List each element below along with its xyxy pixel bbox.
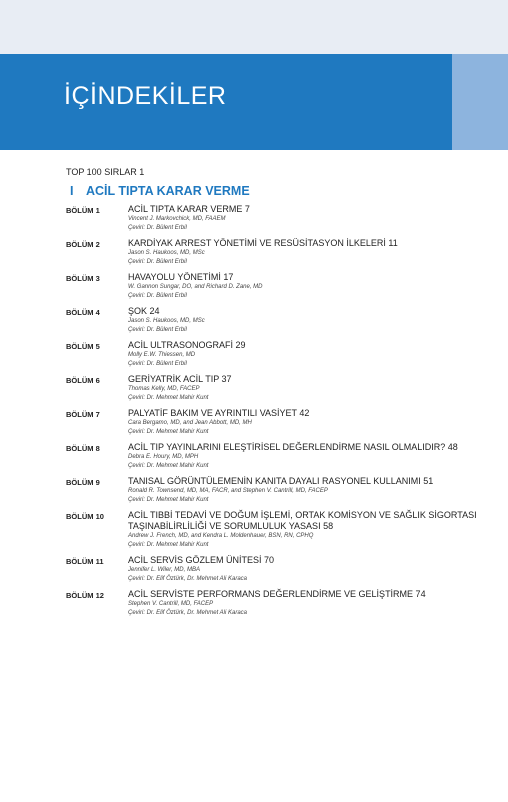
- chapter-label: BÖLÜM 1: [66, 206, 100, 215]
- chapter-translator: Çeviri: Dr. Mehmet Mahir Kunt: [128, 463, 209, 469]
- part-number: I: [70, 184, 74, 198]
- chapter-title: ACİL TIP YAYINLARINI ELEŞTİRİSEL DEĞERLENDİRME NASIL OLMALIDIR? 48: [128, 442, 458, 452]
- chapter-translator: Çeviri: Dr. Elif Öztürk, Dr. Mehmet Ali Karaca: [128, 576, 248, 582]
- chapter-authors: Stephen V. Cantrill, MD, FACEP: [128, 601, 214, 607]
- chapter-title: ACİL TIPTA KARAR VERME 7: [128, 204, 250, 214]
- chapter-title: PALYATİF BAKIM VE AYRINTILI VASİYET 42: [128, 408, 310, 418]
- chapter-translator: Çeviri: Dr. Mehmet Mahir Kunt: [128, 497, 209, 503]
- part-title: ACİL TIPTA KARAR VERME: [86, 184, 250, 198]
- chapter-authors: Vincent J. Markovchick, MD, FAAEM: [128, 216, 226, 222]
- chapter-body: [128, 476, 496, 505]
- toc-content: [66, 167, 496, 623]
- chapter-entry: [66, 272, 496, 301]
- chapter-label: BÖLÜM 7: [66, 410, 100, 419]
- chapter-authors: Molly E.W. Thiessen, MD: [128, 352, 196, 358]
- chapter-translator: Çeviri: Dr. Bülent Erbil: [128, 327, 187, 333]
- chapter-authors: Andrew J. French, MD, and Kendra L. Moldenhauer, BSN, RN, CPHQ: [128, 533, 314, 539]
- chapter-title: ACİL SERVİSTE PERFORMANS DEĞERLENDİRME VE GELİŞTİRME 74: [128, 589, 426, 599]
- chapter-entry: [66, 306, 496, 335]
- chapter-title: HAVAYOLU YÖNETİMİ 17: [128, 272, 234, 282]
- chapter-body: [128, 374, 496, 403]
- chapter-body: [128, 306, 496, 335]
- chapter-body: [128, 238, 496, 267]
- chapter-authors: Thomas Kelly, MD, FACEP: [128, 386, 200, 392]
- chapter-label: BÖLÜM 9: [66, 478, 100, 487]
- chapter-entry: [66, 442, 496, 471]
- chapter-authors: Jason S. Haukoos, MD, MSc: [128, 250, 205, 256]
- chapter-body: [128, 510, 496, 550]
- chapter-body: [128, 272, 496, 301]
- chapter-translator: Çeviri: Dr. Bülent Erbil: [128, 259, 187, 265]
- chapter-body: [128, 555, 496, 584]
- chapter-label: BÖLÜM 6: [66, 376, 100, 385]
- chapter-entry: [66, 476, 496, 505]
- chapter-label: BÖLÜM 12: [66, 591, 104, 600]
- chapter-entry: [66, 340, 496, 369]
- chapter-authors: Jennifer L. Wiler, MD, MBA: [128, 567, 200, 573]
- chapter-translator: Çeviri: Dr. Mehmet Mahir Kunt: [128, 429, 209, 435]
- chapter-label: BÖLÜM 11: [66, 557, 104, 566]
- chapter-label: BÖLÜM 4: [66, 308, 100, 317]
- chapter-title: ACİL SERVİS GÖZLEM ÜNİTESİ 70: [128, 555, 275, 565]
- chapter-title: ŞOK 24: [128, 306, 160, 316]
- chapter-translator: Çeviri: Dr. Bülent Erbil: [128, 225, 187, 231]
- top100-entry: TOP 100 SIRLAR 1: [66, 167, 145, 177]
- chapter-title: TANISAL GÖRÜNTÜLEMENİN KANITA DAYALI RASYONEL KULLANIMI 51: [128, 476, 434, 486]
- chapter-translator: Çeviri: Dr. Bülent Erbil: [128, 361, 187, 367]
- chapter-entry: [66, 408, 496, 437]
- chapter-title: ACİL TIBBİ TEDAVİ VE DOĞUM İŞLEMİ, ORTAK KOMİSYON VE SAĞLIK SİGORTASI TAŞINABİLİRLİLİĞİ VE SORUMLULUK YASASI 58: [128, 510, 477, 531]
- chapter-entry: [66, 589, 496, 618]
- chapter-translator: Çeviri: Dr. Mehmet Mahir Kunt: [128, 395, 209, 401]
- chapter-body: [128, 589, 496, 618]
- chapter-label: BÖLÜM 3: [66, 274, 100, 283]
- chapter-authors: W. Gannon Sungar, DO, and Richard D. Zane, MD: [128, 284, 263, 290]
- chapter-title: GERİYATRİK ACİL TIP 37: [128, 374, 232, 384]
- chapter-authors: Ronald R. Townsend, MD, MA, FACR, and Stephen V. Cantrill, MD, FACEP: [128, 488, 328, 494]
- chapter-label: BÖLÜM 5: [66, 342, 100, 351]
- chapter-translator: Çeviri: Dr. Bülent Erbil: [128, 293, 187, 299]
- chapter-label: BÖLÜM 10: [66, 512, 104, 521]
- chapter-body: [128, 442, 496, 471]
- chapter-body: [128, 340, 496, 369]
- chapter-list: [66, 204, 496, 618]
- chapter-translator: Çeviri: Dr. Elif Öztürk, Dr. Mehmet Ali Karaca: [128, 610, 248, 616]
- part-heading: [66, 184, 496, 198]
- chapter-entry: [66, 555, 496, 584]
- chapter-label: BÖLÜM 8: [66, 444, 100, 453]
- chapter-body: [128, 408, 496, 437]
- chapter-authors: Cara Bergamo, MD, and Jean Abbott, MD, MH: [128, 420, 252, 426]
- chapter-title: KARDİYAK ARREST YÖNETİMİ VE RESÜSİTASYON İLKELERİ 11: [128, 238, 398, 248]
- title-side-accent: [452, 54, 508, 150]
- chapter-entry: [66, 510, 496, 550]
- chapter-title: ACİL ULTRASONOGRAFİ 29: [128, 340, 246, 350]
- chapter-label: BÖLÜM 2: [66, 240, 100, 249]
- page-title: İÇİNDEKİLER: [64, 82, 227, 110]
- chapter-authors: Jason S. Haukoos, MD, MSc: [128, 318, 205, 324]
- top-band: [0, 0, 508, 54]
- chapter-translator: Çeviri: Dr. Mehmet Mahir Kunt: [128, 542, 209, 548]
- chapter-entry: [66, 238, 496, 267]
- chapter-entry: [66, 204, 496, 233]
- chapter-authors: Debra E. Houry, MD, MPH: [128, 454, 199, 460]
- chapter-entry: [66, 374, 496, 403]
- chapter-body: [128, 204, 496, 233]
